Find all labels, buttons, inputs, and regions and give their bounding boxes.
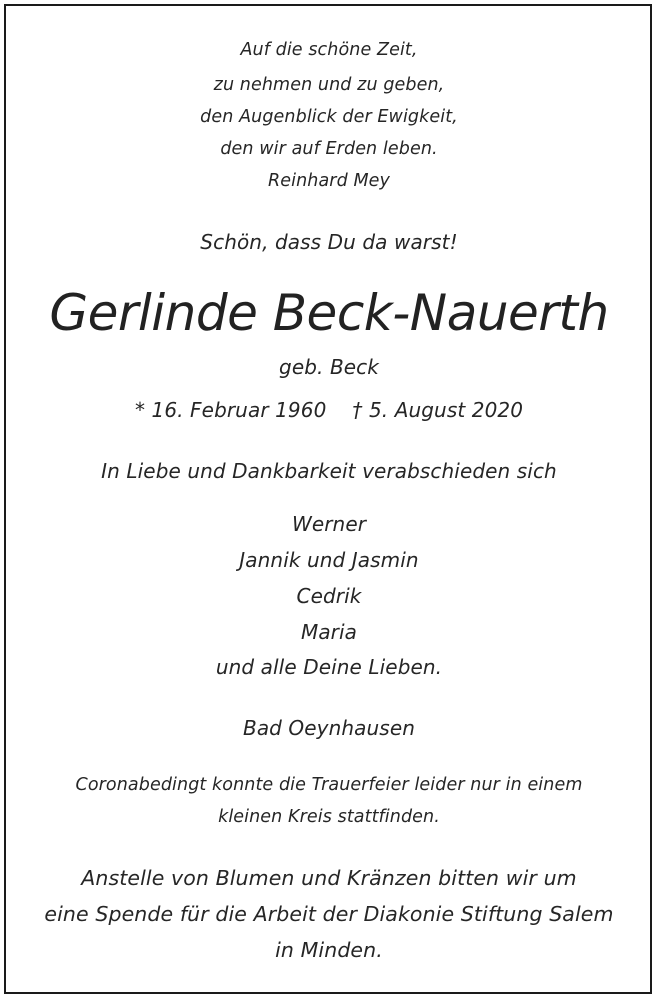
mourner-4: Maria [300, 620, 358, 644]
life-dates [0, 398, 658, 422]
quote-line-3: den Augenblick der Ewigkeit, [200, 107, 458, 127]
notice-line-1: Coronabedingt konnte die Trauerfeier leider nur in einem [75, 775, 583, 795]
mourner-5: und alle Deine Lieben. [215, 655, 443, 679]
birth-date: * 16. Februar 1960 [134, 398, 327, 422]
notice-line-2: kleinen Kreis stattfinden. [218, 807, 440, 827]
quote-author: Reinhard Mey [268, 171, 390, 191]
quote-line-4: den wir auf Erden leben. [220, 139, 438, 159]
mourner-3: Cedrik [296, 584, 362, 608]
mourner-2: Jannik und Jasmin [239, 548, 419, 572]
donation-line-2: eine Spende für die Arbeit der Diakonie Stiftung Salem [44, 902, 614, 926]
donation-line-3: in Minden. [275, 938, 383, 962]
quote-line-1: Auf die schöne Zeit, [240, 40, 418, 60]
farewell-intro: In Liebe und Dankbarkeit verabschieden sich [101, 459, 557, 483]
quote-line-2: zu nehmen und zu geben, [213, 75, 445, 95]
birth-name: geb. Beck [279, 355, 379, 379]
deceased-name: Gerlinde Beck-Nauerth [49, 284, 609, 342]
greeting: Schön, dass Du da warst! [200, 230, 458, 254]
mourner-1: Werner [291, 512, 367, 536]
place: Bad Oeynhausen [243, 716, 415, 740]
death-date: † 5. August 2020 [352, 398, 524, 422]
donation-line-1: Anstelle von Blumen und Kränzen bitten wir um [81, 866, 577, 890]
